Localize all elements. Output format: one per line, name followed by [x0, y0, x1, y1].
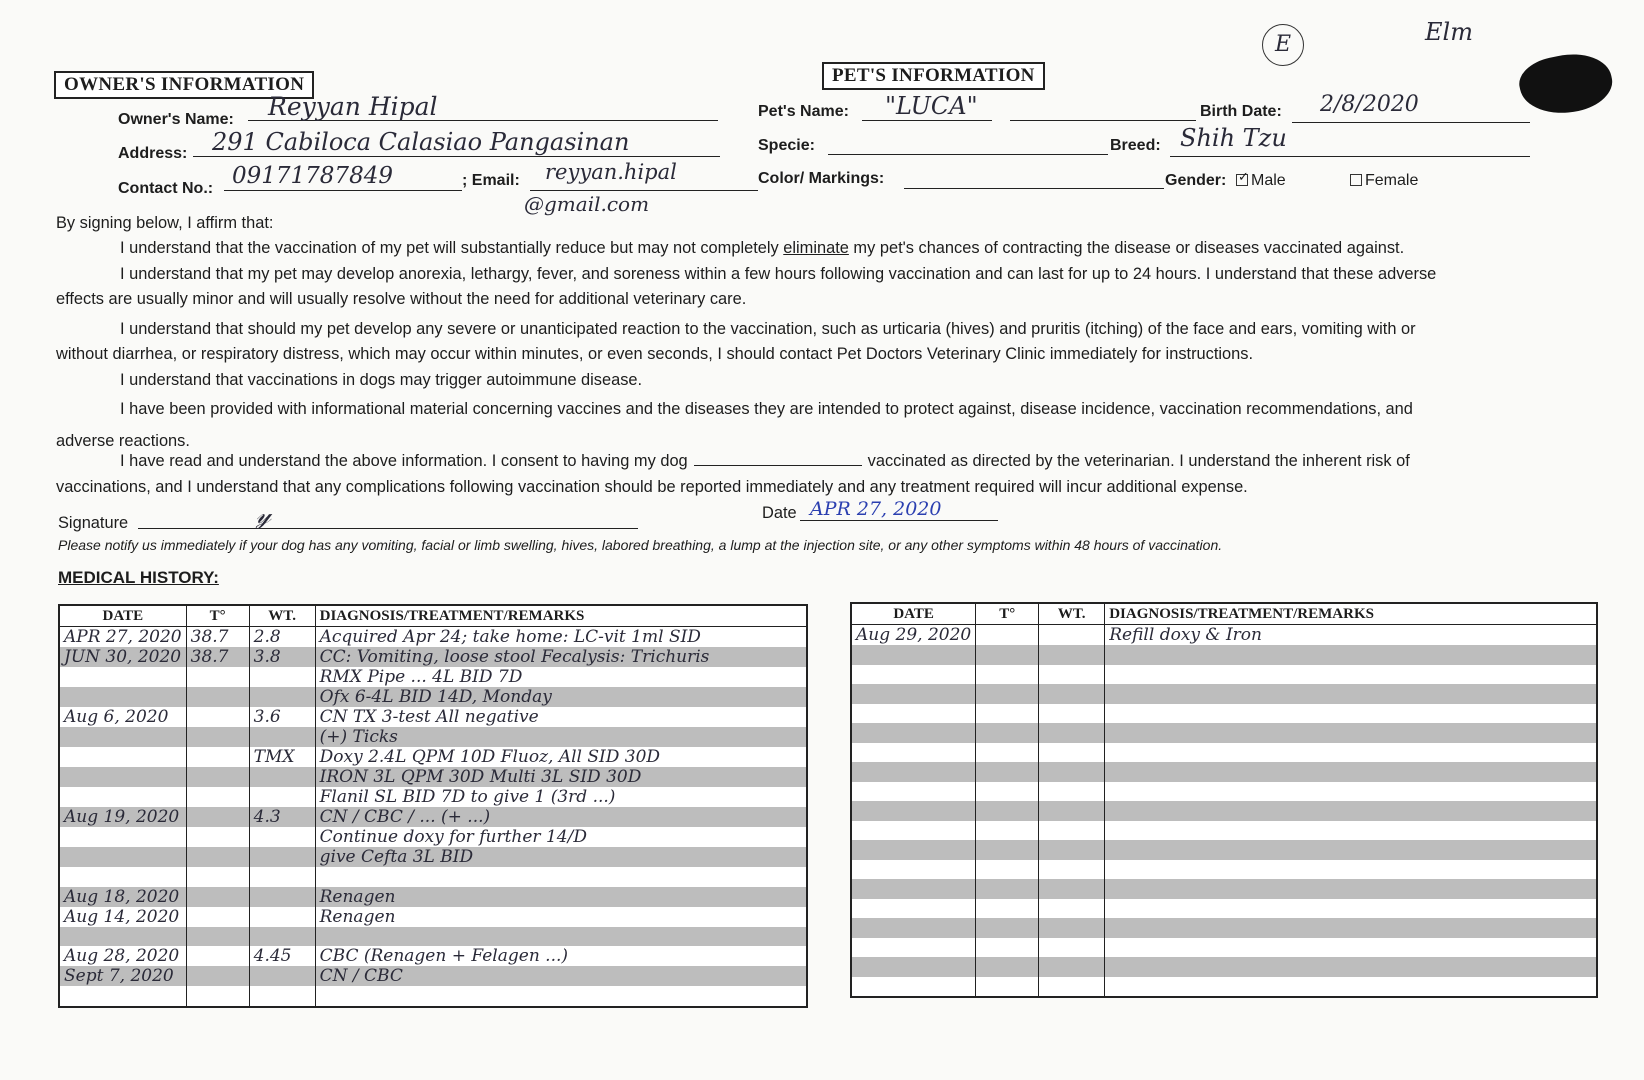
cell-date: [851, 645, 976, 665]
cell-temp: [976, 645, 1039, 665]
table-row: [851, 840, 1597, 860]
cell-date: [59, 867, 186, 887]
cell-temp: [186, 787, 249, 807]
birth-date-value: 2/8/2020: [1320, 92, 1419, 117]
cell-remarks: [315, 927, 807, 947]
cell-temp: [186, 946, 249, 966]
cell-temp: [976, 665, 1039, 685]
cell-date: [851, 665, 976, 685]
cell-remarks: [1105, 665, 1597, 685]
cell-weight: [1039, 704, 1105, 724]
cell-date: [851, 918, 976, 938]
contact-value: 09171787849: [232, 163, 393, 189]
cell-remarks: CBC (Renagen + Felagen ...): [315, 946, 807, 966]
table-row: [851, 899, 1597, 919]
cell-weight: [1039, 977, 1105, 998]
cell-weight: [1039, 801, 1105, 821]
email-value-2: @gmail.com: [524, 192, 650, 216]
cell-date: Aug 14, 2020: [59, 907, 186, 927]
table-row: [59, 707, 807, 727]
col-temp: T°: [976, 603, 1039, 625]
table-row: [851, 918, 1597, 938]
cell-temp: [976, 821, 1039, 841]
table-row: [851, 782, 1597, 802]
ink-blot: [1515, 46, 1617, 122]
cell-temp: [186, 807, 249, 827]
table-row: [851, 938, 1597, 958]
signature-label: Signature: [58, 514, 129, 532]
female-box-icon: [1350, 174, 1362, 186]
cell-date: [59, 687, 186, 707]
cell-remarks: [1105, 918, 1597, 938]
consent-p1: I understand that the vaccination of my pet will substantially reduce but may not completely eliminate my pet's chances of contracting the disease or diseases vaccinated against.: [120, 239, 1405, 257]
cell-remarks: [1105, 821, 1597, 841]
cell-weight: [1039, 938, 1105, 958]
col-weight: WT.: [1039, 603, 1105, 625]
cell-remarks: [1105, 645, 1597, 665]
cell-weight: 3.8: [249, 647, 315, 667]
cell-temp: 38.7: [186, 647, 249, 667]
circled-mark: E: [1262, 24, 1304, 66]
table-row: [59, 787, 807, 807]
cell-remarks: [1105, 879, 1597, 899]
cell-temp: 38.7: [186, 627, 249, 648]
consent-p6-line2: vaccinations, and I understand that any complications following vaccination should be reported immediately and any treatment required will incur additional expense.: [56, 478, 1248, 496]
cell-remarks: Ofx 6-4L BID 14D, Monday: [315, 687, 807, 707]
consent-p5-line1: I have been provided with informational material concerning vaccines and the diseases they are intended to protect against, disease incidence, vaccination recommendations, and: [120, 400, 1413, 418]
cell-temp: [976, 899, 1039, 919]
address-value: 291 Cabiloca Calasiao Pangasinan: [212, 128, 630, 156]
cell-remarks: Continue doxy for further 14/D: [315, 827, 807, 847]
col-remarks: DIAGNOSIS/TREATMENT/REMARKS: [1105, 603, 1597, 625]
consent-p6-line1: I have read and understand the above information. I consent to having my dog vaccinated as directed by the veterinarian. I understand the inherent risk of: [120, 452, 1410, 470]
col-date: DATE: [851, 603, 976, 625]
male-label: Male: [1251, 172, 1286, 189]
cell-temp: [186, 767, 249, 787]
cell-date: [59, 927, 186, 947]
consent-p5-line2: adverse reactions.: [56, 432, 190, 450]
cell-remarks: CN / CBC: [315, 966, 807, 986]
cell-temp: [186, 927, 249, 947]
cell-weight: 4.45: [249, 946, 315, 966]
cell-date: [851, 762, 976, 782]
owner-heading: OWNER'S INFORMATION: [54, 71, 314, 99]
table-row: [851, 879, 1597, 899]
cell-weight: [1039, 665, 1105, 685]
cell-date: [59, 767, 186, 787]
cell-temp: [976, 801, 1039, 821]
col-temp: T°: [186, 605, 249, 627]
cell-remarks: [1105, 782, 1597, 802]
breed-label: Breed:: [1110, 137, 1161, 154]
table-row: [851, 821, 1597, 841]
table-row: [59, 827, 807, 847]
cell-temp: [976, 743, 1039, 763]
cell-weight: 4.3: [249, 807, 315, 827]
cell-weight: 2.8: [249, 627, 315, 648]
cell-date: Aug 19, 2020: [59, 807, 186, 827]
consent-p2-line2: effects are usually minor and will usually resolve without the need for additional veterinary care.: [56, 290, 747, 308]
table-row: [59, 966, 807, 986]
cell-temp: [186, 687, 249, 707]
cell-temp: [976, 625, 1039, 646]
cell-date: Sept 7, 2020: [59, 966, 186, 986]
specie-label: Specie:: [758, 137, 815, 154]
cell-weight: [249, 827, 315, 847]
table-row: [59, 887, 807, 907]
female-checkbox[interactable]: [1350, 172, 1418, 190]
cell-temp: [976, 918, 1039, 938]
table-row: [59, 687, 807, 707]
male-checkbox[interactable]: [1236, 169, 1286, 190]
cell-weight: [1039, 957, 1105, 977]
cell-weight: [249, 687, 315, 707]
cell-date: [59, 727, 186, 747]
cell-remarks: [1105, 723, 1597, 743]
cell-remarks: [1105, 977, 1597, 998]
cell-date: [851, 977, 976, 998]
cell-temp: [976, 704, 1039, 724]
cell-date: APR 27, 2020: [59, 627, 186, 648]
signature-mark-icon: 𝓎: [256, 500, 272, 530]
pet-name-label: Pet's Name:: [758, 103, 849, 120]
cell-date: [59, 986, 186, 1007]
cell-remarks: CC: Vomiting, loose stool Fecalysis: Trichuris: [315, 647, 807, 667]
cell-date: [59, 827, 186, 847]
table-row: [59, 986, 807, 1007]
date-value: APR 27, 2020: [810, 498, 942, 520]
cell-remarks: [1105, 801, 1597, 821]
date-label: Date: [762, 504, 797, 522]
cell-weight: TMX: [249, 747, 315, 767]
table-row: [59, 627, 807, 648]
cell-weight: [1039, 743, 1105, 763]
consent-p2-line1: I understand that my pet may develop anorexia, lethargy, fever, and soreness within a few hours following vaccination and can last for up to 24 hours. I understand that these adverse: [120, 265, 1437, 283]
owner-name-label: Owner's Name:: [118, 111, 234, 128]
cell-remarks: [1105, 938, 1597, 958]
cell-weight: [249, 767, 315, 787]
table-row: [851, 645, 1597, 665]
cell-weight: [249, 887, 315, 907]
table-row: [59, 946, 807, 966]
table-row: [59, 867, 807, 887]
email-label: ; Email:: [462, 172, 520, 189]
table-row: [59, 747, 807, 767]
female-label: Female: [1365, 172, 1419, 189]
cell-date: [851, 684, 976, 704]
cell-temp: [186, 727, 249, 747]
col-weight: WT.: [249, 605, 315, 627]
cell-weight: 3.6: [249, 707, 315, 727]
cell-weight: [1039, 879, 1105, 899]
notice-text: Please notify us immediately if your dog has any vomiting, facial or limb swelling, hives, labored breathing, a lump at the injection site, or any other symptoms within 48 hours of vaccination.: [58, 537, 1223, 553]
cell-temp: [976, 977, 1039, 998]
cell-remarks: RMX Pipe ... 4L BID 7D: [315, 667, 807, 687]
address-label: Address:: [118, 145, 188, 162]
table-row: [851, 625, 1597, 646]
cell-date: [59, 747, 186, 767]
medical-history-heading: MEDICAL HISTORY:: [58, 568, 219, 587]
cell-date: JUN 30, 2020: [59, 647, 186, 667]
table-row: [59, 647, 807, 667]
cell-remarks: Renagen: [315, 887, 807, 907]
col-date: DATE: [59, 605, 186, 627]
corner-note: Elm: [1425, 18, 1473, 46]
cell-temp: [186, 747, 249, 767]
gender-label: Gender:: [1165, 172, 1227, 189]
cell-weight: [249, 847, 315, 867]
cell-temp: [976, 782, 1039, 802]
cell-date: [851, 801, 976, 821]
cell-temp: [976, 840, 1039, 860]
color-label: Color/ Markings:: [758, 170, 885, 187]
medical-table-right: [850, 602, 1598, 998]
cell-weight: [249, 986, 315, 1007]
cell-weight: [1039, 762, 1105, 782]
cell-temp: [186, 867, 249, 887]
cell-temp: [976, 684, 1039, 704]
cell-date: [851, 782, 976, 802]
cell-weight: [249, 867, 315, 887]
consent-p4: I understand that vaccinations in dogs may trigger autoimmune disease.: [120, 371, 643, 389]
cell-remarks: [1105, 743, 1597, 763]
cell-remarks: [1105, 762, 1597, 782]
cell-weight: [1039, 782, 1105, 802]
cell-remarks: [1105, 684, 1597, 704]
male-check-icon: ✓: [1238, 169, 1249, 184]
cell-remarks: Renagen: [315, 907, 807, 927]
cell-weight: [1039, 860, 1105, 880]
cell-weight: [249, 907, 315, 927]
cell-remarks: [1105, 899, 1597, 919]
contact-label: Contact No.:: [118, 180, 214, 197]
table-row: [851, 743, 1597, 763]
cell-date: Aug 28, 2020: [59, 946, 186, 966]
cell-remarks: Acquired Apr 24; take home: LC-vit 1ml SID: [315, 627, 807, 648]
table-row: [59, 927, 807, 947]
cell-weight: [1039, 899, 1105, 919]
cell-temp: [186, 986, 249, 1007]
cell-weight: [249, 966, 315, 986]
cell-remarks: Refill doxy & Iron: [1105, 625, 1597, 646]
cell-date: [59, 847, 186, 867]
cell-remarks: IRON 3L QPM 30D Multi 3L SID 30D: [315, 767, 807, 787]
table-row: [851, 684, 1597, 704]
cell-date: [851, 723, 976, 743]
table-row: [851, 723, 1597, 743]
cell-temp: [186, 966, 249, 986]
table-row: [59, 847, 807, 867]
cell-remarks: (+) Ticks: [315, 727, 807, 747]
cell-weight: [1039, 840, 1105, 860]
cell-weight: [249, 667, 315, 687]
cell-remarks: [1105, 957, 1597, 977]
table-row: [851, 977, 1597, 998]
table-row: [851, 957, 1597, 977]
cell-remarks: [315, 986, 807, 1007]
cell-temp: [186, 907, 249, 927]
table-row: [59, 907, 807, 927]
cell-remarks: [1105, 840, 1597, 860]
table-row: [851, 665, 1597, 685]
cell-date: Aug 6, 2020: [59, 707, 186, 727]
cell-weight: [1039, 645, 1105, 665]
consent-p3-line1: I understand that should my pet develop any severe or unanticipated reaction to the vaccination, such as urticaria (hives) and pruritis (itching) of the face and ears, vomiting with or: [120, 320, 1416, 338]
cell-date: [851, 743, 976, 763]
cell-temp: [186, 707, 249, 727]
cell-date: [851, 899, 976, 919]
cell-remarks: [1105, 860, 1597, 880]
cell-date: [851, 957, 976, 977]
cell-temp: [976, 879, 1039, 899]
cell-remarks: [1105, 704, 1597, 724]
cell-temp: [976, 860, 1039, 880]
cell-date: [851, 860, 976, 880]
cell-temp: [976, 723, 1039, 743]
email-value-1: reyyan.hipal: [545, 160, 677, 184]
cell-remarks: CN TX 3-test All negative: [315, 707, 807, 727]
cell-date: Aug 29, 2020: [851, 625, 976, 646]
cell-temp: [186, 887, 249, 907]
cell-weight: [249, 927, 315, 947]
table-row: [59, 727, 807, 747]
consent-intro: By signing below, I affirm that:: [56, 214, 274, 232]
cell-date: [851, 938, 976, 958]
cell-temp: [186, 827, 249, 847]
cell-weight: [1039, 684, 1105, 704]
cell-temp: [976, 957, 1039, 977]
table-row: [59, 767, 807, 787]
breed-value: Shih Tzu: [1180, 124, 1287, 152]
cell-weight: [249, 727, 315, 747]
medical-table-left: [58, 604, 808, 1008]
cell-date: [59, 667, 186, 687]
cell-date: [851, 704, 976, 724]
cell-weight: [1039, 625, 1105, 646]
owner-name-value: Reyyan Hipal: [268, 92, 438, 121]
cell-remarks: [315, 867, 807, 887]
cell-temp: [976, 938, 1039, 958]
pet-name-value: "LUCA": [885, 92, 978, 120]
cell-weight: [1039, 821, 1105, 841]
cell-temp: [186, 667, 249, 687]
cell-date: [851, 821, 976, 841]
cell-remarks: give Cefta 3L BID: [315, 847, 807, 867]
table-row: [59, 807, 807, 827]
cell-date: [851, 879, 976, 899]
cell-date: Aug 18, 2020: [59, 887, 186, 907]
cell-weight: [249, 787, 315, 807]
table-row: [59, 667, 807, 687]
cell-remarks: Flanil SL BID 7D to give 1 (3rd ...): [315, 787, 807, 807]
cell-remarks: Doxy 2.4L QPM 10D Fluoz, All SID 30D: [315, 747, 807, 767]
table-row: [851, 704, 1597, 724]
table-row: [851, 860, 1597, 880]
birth-date-label: Birth Date:: [1200, 103, 1282, 120]
table-row: [851, 801, 1597, 821]
cell-temp: [186, 847, 249, 867]
cell-date: [851, 840, 976, 860]
cell-remarks: CN / CBC / ... (+ ...): [315, 807, 807, 827]
pet-heading: PET'S INFORMATION: [822, 62, 1045, 90]
col-remarks: DIAGNOSIS/TREATMENT/REMARKS: [315, 605, 807, 627]
cell-weight: [1039, 723, 1105, 743]
cell-temp: [976, 762, 1039, 782]
cell-date: [59, 787, 186, 807]
cell-weight: [1039, 918, 1105, 938]
consent-p3-line2: without diarrhea, or respiratory distress, which may occur within minutes, or even seconds, I should contact Pet Doctors Veterinary Clinic immediately for instructions.: [56, 345, 1254, 363]
table-row: [851, 762, 1597, 782]
